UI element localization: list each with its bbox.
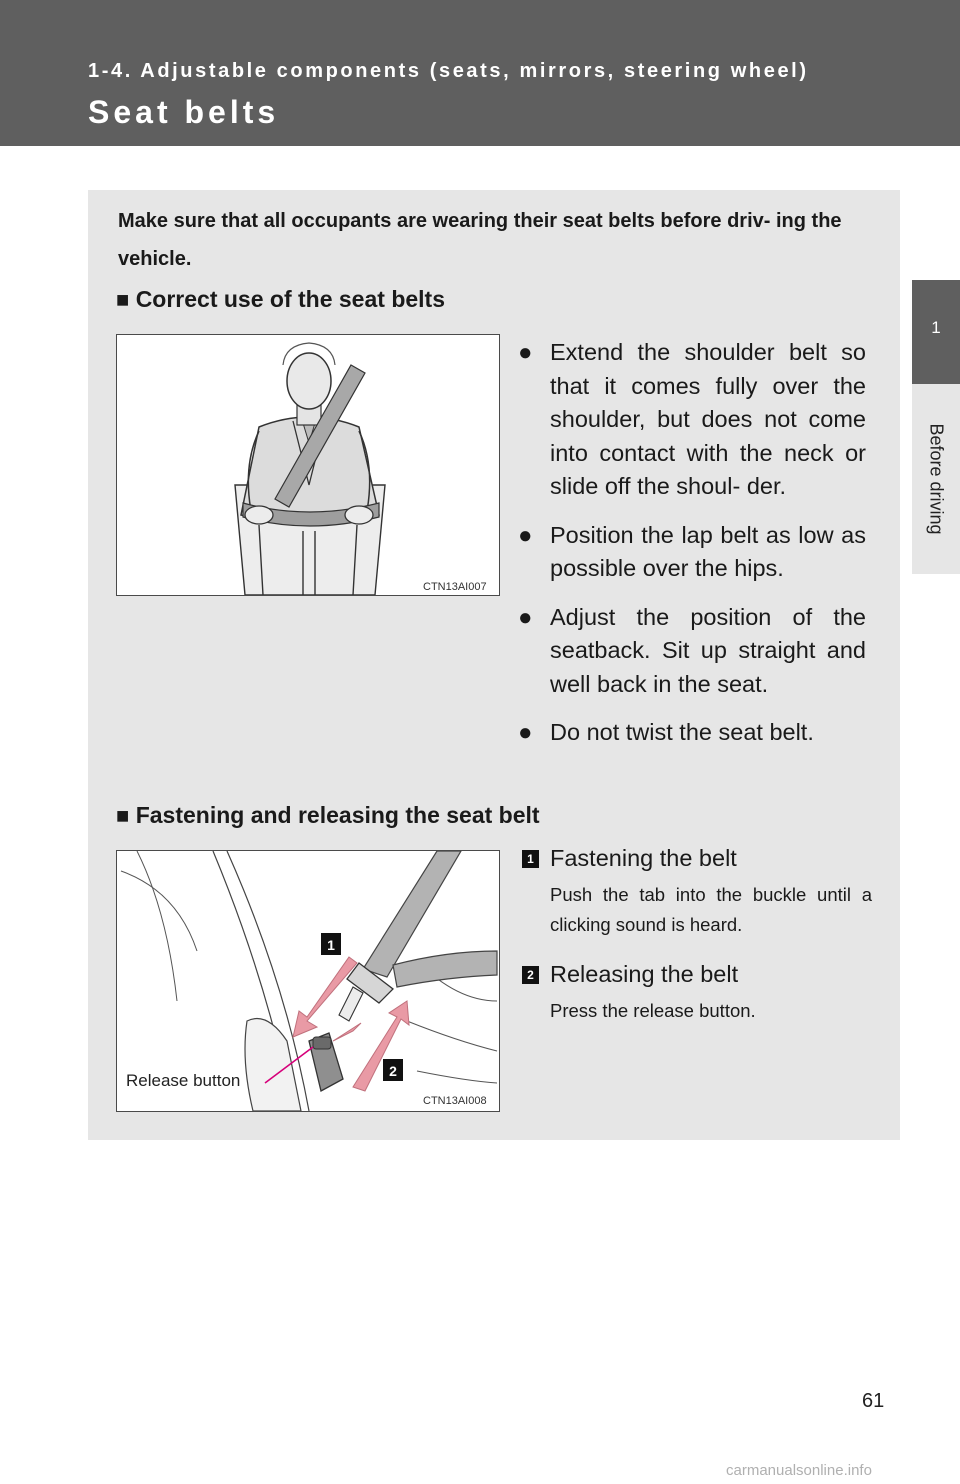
fastening-heading — [116, 802, 540, 829]
bullet-text: Do not twist the seat belt. — [550, 719, 814, 745]
step-number-badge: 1 — [522, 850, 539, 868]
badge-2: 2 — [389, 1063, 397, 1079]
intro-text: Make sure that all occupants are wearing their seat belts before driv- ing the vehicle. — [118, 210, 842, 270]
square-bullet-icon: ■ — [116, 287, 130, 312]
correct-use-bullets — [516, 336, 866, 765]
round-bullet-icon: ● — [518, 521, 533, 549]
correct-use-heading — [116, 286, 445, 313]
release-button-label: Release button — [126, 1071, 241, 1090]
step-title-text: Releasing the belt — [550, 961, 739, 987]
correct-use-heading-text: Correct use of the seat belts — [135, 286, 445, 312]
step-releasing — [522, 958, 872, 1026]
badge-1: 1 — [327, 937, 335, 953]
chapter-title: Before driving — [926, 423, 947, 535]
round-bullet-icon: ● — [518, 603, 533, 631]
step-fastening — [522, 842, 872, 940]
bullet-item — [516, 601, 866, 702]
step-description: Press the release button. — [550, 1000, 756, 1021]
bullet-text: Position the lap belt as low as possible over the hips. — [550, 521, 866, 581]
square-bullet-icon: ■ — [116, 803, 130, 828]
figure-code: CTN13AI007 — [423, 581, 487, 593]
round-bullet-icon: ● — [518, 719, 533, 746]
watermark: carmanualsonline.info — [726, 1462, 872, 1479]
fastening-heading-text: Fastening and releasing the seat belt — [135, 802, 540, 828]
chapter-number: 1 — [931, 318, 941, 337]
step-number-badge: 2 — [522, 966, 539, 984]
seated-occupant-figure — [116, 334, 500, 596]
section-label: 1-4. Adjustable components (seats, mirrors, steering wheel) — [88, 60, 809, 82]
round-bullet-icon: ● — [518, 339, 533, 366]
step-title — [522, 958, 872, 990]
bullet-text: Adjust the position of the seatback. Sit up straight and well back in the seat. — [550, 603, 866, 697]
step-description: Push the tab into the buckle until a clicking sound is heard. — [550, 884, 872, 935]
page-title: Seat belts — [88, 94, 280, 130]
figure-code: CTN13AI008 — [423, 1095, 487, 1107]
bullet-text: Extend the shoulder belt so that it comes fully over the shoulder, but does not come into contact with the neck or slide off the shoul- der. — [550, 339, 866, 499]
bullet-item — [516, 716, 866, 750]
page-number: 61 — [862, 1390, 885, 1412]
bullet-item — [516, 336, 866, 504]
step-title-text: Fastening the belt — [550, 845, 737, 871]
bullet-item — [516, 519, 866, 586]
step-title — [522, 842, 872, 874]
page-header — [0, 0, 960, 146]
